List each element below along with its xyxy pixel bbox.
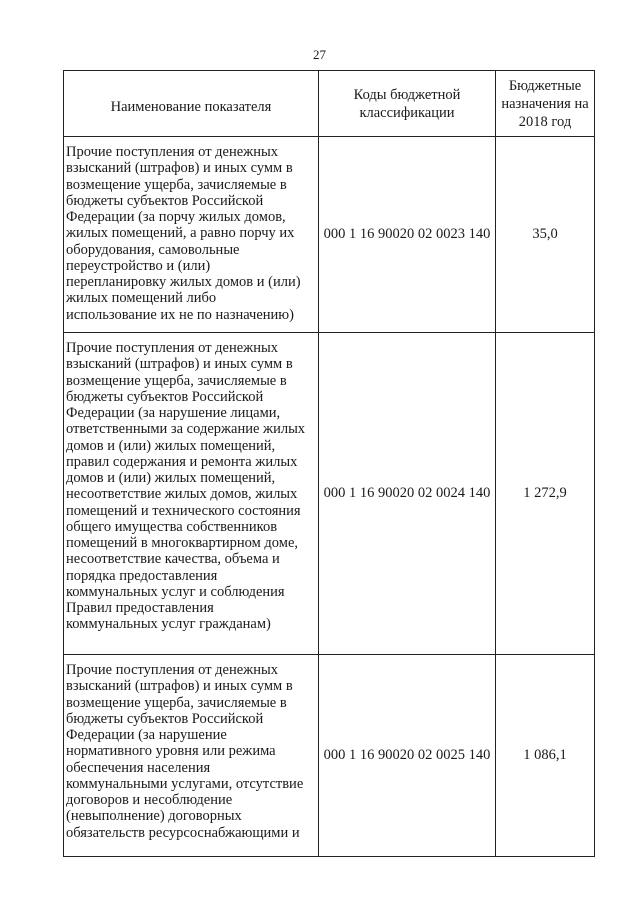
indicator-name-line: перепланировку жилых домов и (или): [66, 274, 301, 290]
indicator-name-line: взысканий (штрафов) и иных сумм в: [66, 356, 293, 373]
indicator-name-line: жилых помещений либо: [66, 290, 217, 307]
indicator-name-line: нормативного уровня или режима: [66, 743, 276, 760]
indicator-name-line: коммунальных услуг гражданам): [66, 616, 271, 633]
indicator-name-line: взысканий (штрафов) и иных сумм в: [66, 678, 293, 695]
budget-code-cell: 000 1 16 90020 02 0024 140: [319, 333, 496, 655]
indicator-name-line: коммунальными услугами, отсутствие: [66, 775, 304, 792]
indicator-name-line: обязательств ресурсоснабжающими и: [66, 824, 300, 841]
indicator-name-line: взысканий (штрафов) и иных сумм в: [66, 160, 293, 177]
indicator-name-line: использование их не по назначению): [66, 306, 294, 323]
indicator-name-line: несоответствие качества, объема и: [66, 551, 280, 568]
budget-table: [63, 70, 595, 857]
header-budget-assignments: Бюджетные назначения на 2018 год: [496, 71, 595, 137]
indicator-name-line: бюджеты субъектов Российской: [66, 710, 264, 727]
indicator-name-line: жилых помещений, а равно порчу их: [66, 225, 295, 242]
amount-cell: 1 272,9: [496, 333, 595, 655]
indicator-name-cell: [64, 655, 319, 857]
indicator-name-line: Федерации (за нарушение лицами,: [66, 405, 281, 421]
indicator-name-line: несоответствие жилых домов, жилых: [66, 486, 298, 503]
indicator-name-cell: [64, 333, 319, 655]
amount-cell: 1 086,1: [496, 655, 595, 857]
page-number: 27: [313, 47, 326, 62]
indicator-name-line: помещений в многоквартирном доме,: [66, 535, 299, 551]
indicator-name-line: Правил предоставления: [66, 600, 214, 616]
indicator-name-line: правил содержания и ремонта жилых: [66, 453, 298, 470]
indicator-name-line: ответственными за содержание жилых: [66, 421, 306, 438]
indicator-name-line: возмещение ущерба, зачисляемые в: [66, 372, 287, 389]
indicator-name-line: возмещение ущерба, зачисляемые в: [66, 176, 287, 193]
indicator-name-line: оборудования, самовольные: [66, 241, 240, 258]
indicator-name-line: возмещение ущерба, зачисляемые в: [66, 694, 287, 711]
indicator-name-line: порядка предоставления: [66, 567, 218, 584]
indicator-name-line: договоров и несоблюдение: [66, 792, 233, 808]
table-row: [64, 655, 595, 857]
amount-cell: 35,0: [496, 137, 595, 333]
indicator-name-line: бюджеты субъектов Российской: [66, 192, 264, 209]
indicator-name-line: переустройство и (или): [66, 257, 211, 274]
indicator-name-line: Прочие поступления от денежных: [66, 662, 278, 678]
table-row: [64, 137, 595, 333]
indicator-name-line: Федерации (за порчу жилых домов,: [66, 209, 286, 225]
table-header-row: [64, 71, 595, 137]
table-row: [64, 333, 595, 655]
indicator-name-line: обеспечения населения: [66, 759, 211, 776]
header-budget-codes: Коды бюджетной классификации: [319, 71, 496, 137]
indicator-name-line: общего имущества собственников: [66, 518, 278, 535]
indicator-name-line: помещений и технического состояния: [66, 502, 301, 519]
indicator-name-line: бюджеты субъектов Российской: [66, 388, 264, 405]
header-indicator-name: Наименование показателя: [64, 71, 319, 137]
budget-code-cell: 000 1 16 90020 02 0023 140: [319, 137, 496, 333]
indicator-name-line: (невыполнение) договорных: [66, 808, 242, 825]
indicator-name-line: Федерации (за нарушение: [66, 727, 227, 743]
indicator-name-cell: [64, 137, 319, 333]
indicator-name-line: коммунальных услуг и соблюдения: [66, 583, 285, 600]
indicator-name-line: домов и (или) жилых помещений,: [66, 470, 276, 486]
indicator-name-line: домов и (или) жилых помещений,: [66, 437, 276, 454]
budget-code-cell: 000 1 16 90020 02 0025 140: [319, 655, 496, 857]
indicator-name-line: Прочие поступления от денежных: [66, 144, 278, 160]
indicator-name-line: Прочие поступления от денежных: [66, 340, 278, 356]
